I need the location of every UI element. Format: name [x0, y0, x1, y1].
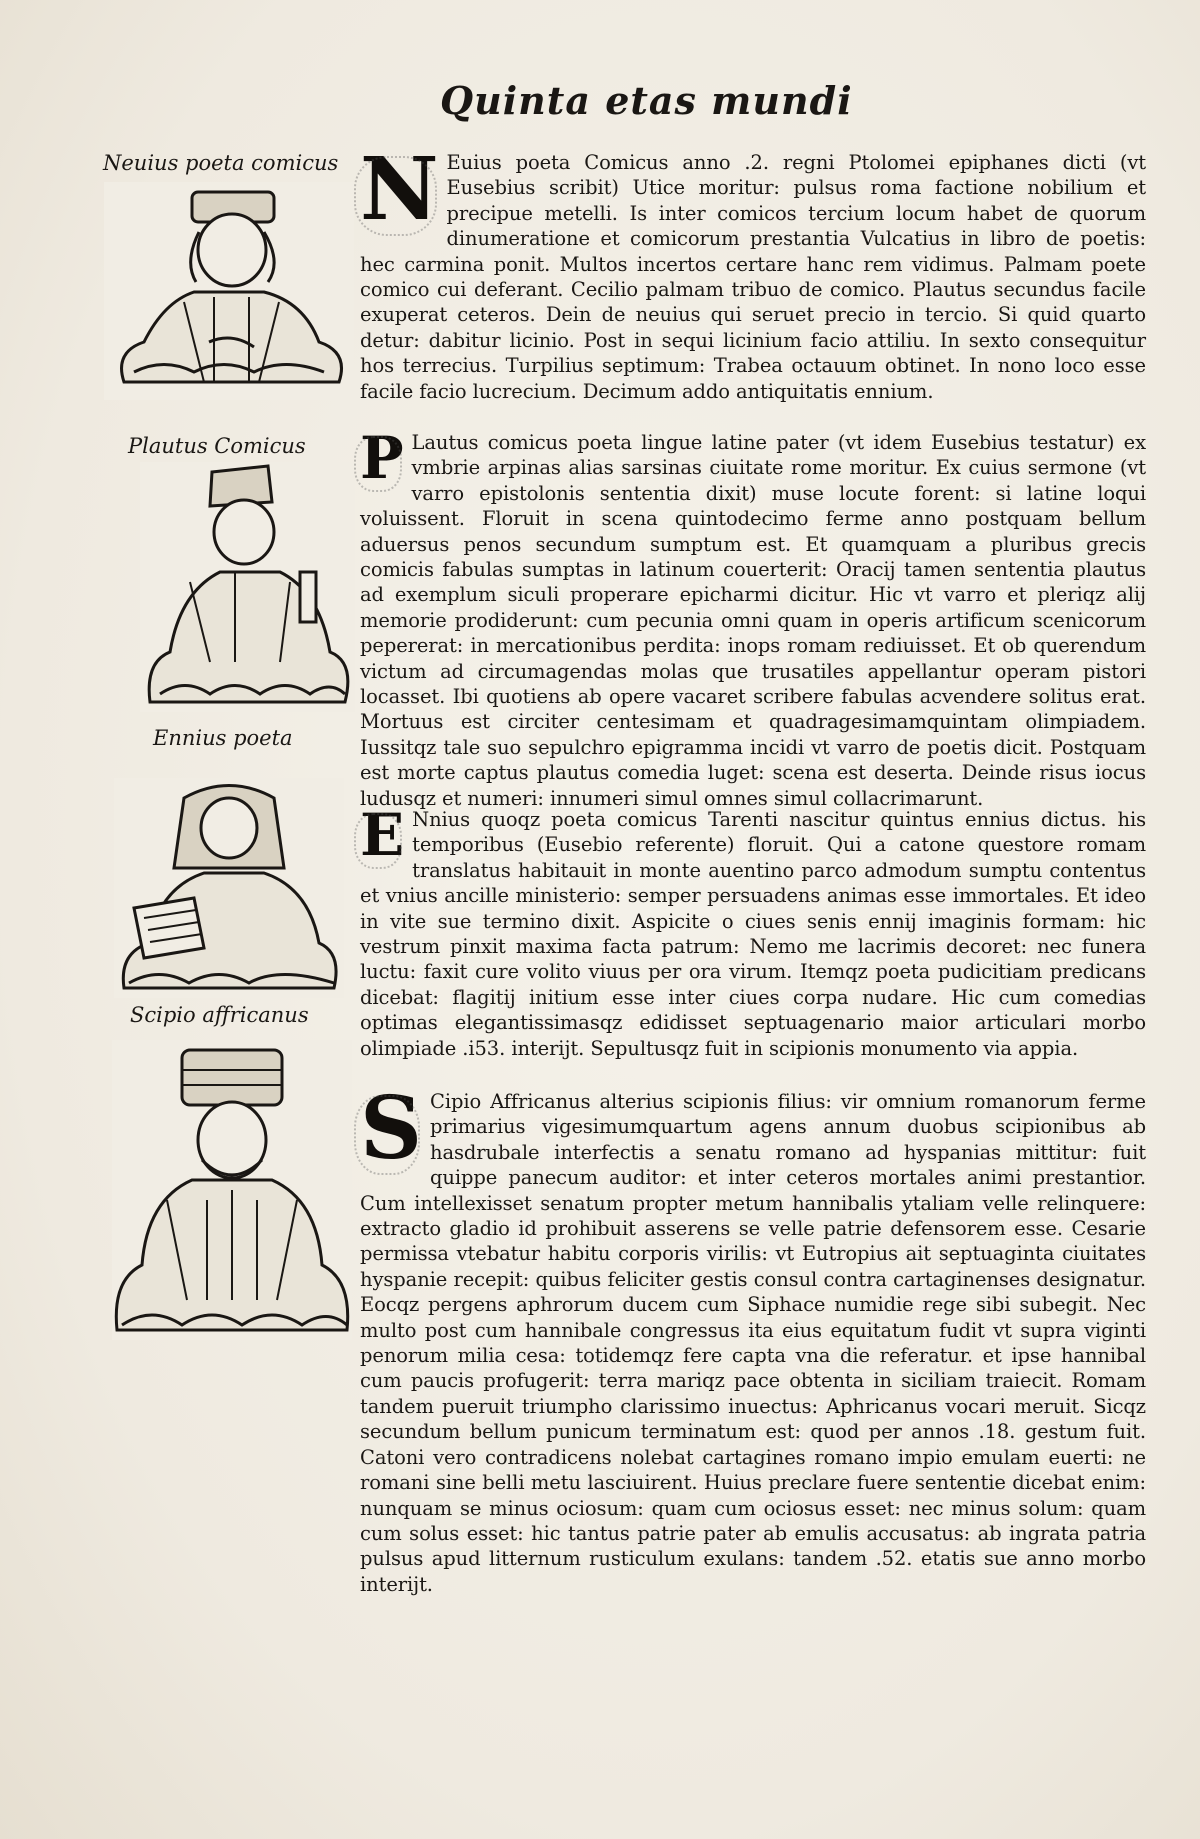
entry-scipio [360, 1078, 1146, 1597]
caption-nevius: Neuius poeta comicus [103, 151, 339, 175]
caption-ennius: Ennius poeta [153, 726, 293, 750]
ennius-woodcut-icon [114, 778, 344, 998]
ennius-text: Nnius quoqz poeta comicus Tarenti nascitur quintus ennius dictus. his temporibus (Eusebio referente) floruit. Qui a catone questore romam translatus habitauit in monte auentino parco admodum sumptu contentus et vnius ancille ministerio: semper persuadens animas esse immortales. Et ideo in vite sue termino dixit. Aspicite o ciues senis ennij imaginis formam: hic vestrum pinxit maxima facta patrum: Nemo me lacrimis decoret: nec funera luctu: faxit cure volito viuus per ora virum. Itemqz poeta pudicitiam predicans dicebat: flagitij initium esse inter ciues corpa nudare. Hic cum comedias optimas elegantissimasqz edidisset septuagenario maior articulari morbo olimpiade .i53. interijt. Sepultusqz fuit in scipionis monumento via appia. [360, 808, 1146, 1060]
plautus-initial: P [360, 424, 404, 492]
entry-plautus [360, 424, 1146, 811]
nevius-woodcut-icon [104, 182, 354, 400]
caption-plautus: Plautus Comicus [128, 434, 306, 458]
plautus-portrait [140, 462, 355, 712]
plautus-text: Lautus comicus poeta lingue latine pater (vt idem Eusebius testatur) ex vmbrie arpinas alias sarsinas ciuitate rome moritur. Ex cuius sermone (vt varro epistolonis sententia dixit) muse locute forent: si latine loqui voluissent. Floruit in scena quintodecimo ferme anno postquam bellum aduersus penos secundum sumptum est. Et quamquam a pluribus grecis comicis fabulas sumptas in latinum couerterit: Oracij tamen sententia plautus ad exemplum siculi properare epicharmi dicitur. Hic vt varro et pleriqz alij memorie prodiderunt: cum pecunia omni quam in operis artificum scenicorum pepererat: in mercationibus perdita: inops romam rediuisset. Et ob querendum victum ad circumagendas molas que trusatiles appellantur operam pistori locasset. Ibi quotiens ab opere vacaret scribere fabulas acvendere solitus erat. Mortuus est circiter centesimam et quadragesimamquintam olimpiadem. Iussitqz tale suo sepulchro epigramma incidi vt varro de poetis dicit. Postquam est morte captus plautus comedia luget: scena est deserta. Deinde risus iocus ludusqz et numeri: innumeri simul omnes simul collacrimarunt. [360, 431, 1146, 810]
scipio-portrait [112, 1040, 352, 1340]
entry-ennius [360, 801, 1146, 1061]
nevius-portrait [104, 182, 354, 400]
entry-nevius [360, 139, 1146, 404]
ennius-portrait [114, 778, 344, 998]
nevius-text: Euius poeta Comicus anno .2. regni Ptolomei epiphanes dicti (vt Eusebius scribit) Utice moritur: pulsus roma factione nobilium et precipue metelli. Is inter comicos tercium locum habet de quorum dinumeratione et comicorum prestantia Vulcatius in libro de poetis: hec carmina ponit. Multos incertos certare hanc rem vidimus. Palmam poete comico cui deferant. Cecilio palmam tribuo de comico. Plautus secundus facile exuperat ceteros. Dein de neuius qui seruet precio in tercio. Si quid quarto detur: dabitur licinio. Post in sequi licinium facio attiliu. In sexto consequitur hos terrecius. Turpilius septimum: Trabea octauum obtinet. In nono loco esse facile facio lucrecium. Decimum addo antiquitatis ennium. [360, 151, 1146, 403]
scipio-text: Cipio Affricanus alterius scipionis filius: vir omnium romanorum ferme primarius vigesimumquartum agens annum duobus scipionibus ab hasdrubale interfectis a senatu romano ad hyspanias mittitur: fuit quippe panecum auditor: et inter ceteros mortales animi prestantior. Cum intellexisset senatum propter metum hannibalis ytaliam velle relinquere: extracto gladio id prohibuit asserens se velle patrie defensorem esse. Cesarie permissa vtebatur habitu corporis virilis: vt Eutropius ait septuaginta ciuitates hyspanie recepit: quibus feliciter gestis consul contra cartaginenses designatur. Eocqz pergens aphrorum ducem cum Siphace numidie rege sibi subegit. Nec multo post cum hannibale congressus ita eius equitatum fudit vt supra viginti penorum milia cesa: totidemqz fere capta vna die referatur. et ipse hannibal cum paucis profugerit: terra mariqz pace obtenta in siciliam traiecit. Romam tandem pueruit triumpho clarissimo inuectus: Aphricanus vocari meruit. Sicqz secundum bellum punicum terminatum est: quod per annos .18. gestum fuit. Catoni vero contradicens nolebat cartagines romano impio emulam euerti: ne romani sine belli metu lasciuirent. Huius preclare fuere sententie dicebat enim: nunquam se minus ociosum: quam cum ociosus esset: nec minus solum: quam cum solus esset: hic tantus patrie pater ab emulis accusatus: ab ingrata patria pulsus apud litternum rusticulum exulans: tandem .52. etatis sue anno morbo interijt. [360, 1090, 1146, 1596]
scipio-initial: S [360, 1078, 423, 1179]
caption-scipio: Scipio affricanus [130, 1003, 309, 1027]
ennius-initial: E [360, 801, 405, 869]
plautus-woodcut-icon [140, 462, 355, 712]
scipio-woodcut-icon [112, 1040, 352, 1340]
nevius-initial: N [360, 139, 439, 240]
page-title: Quinta etas mundi [440, 78, 853, 123]
